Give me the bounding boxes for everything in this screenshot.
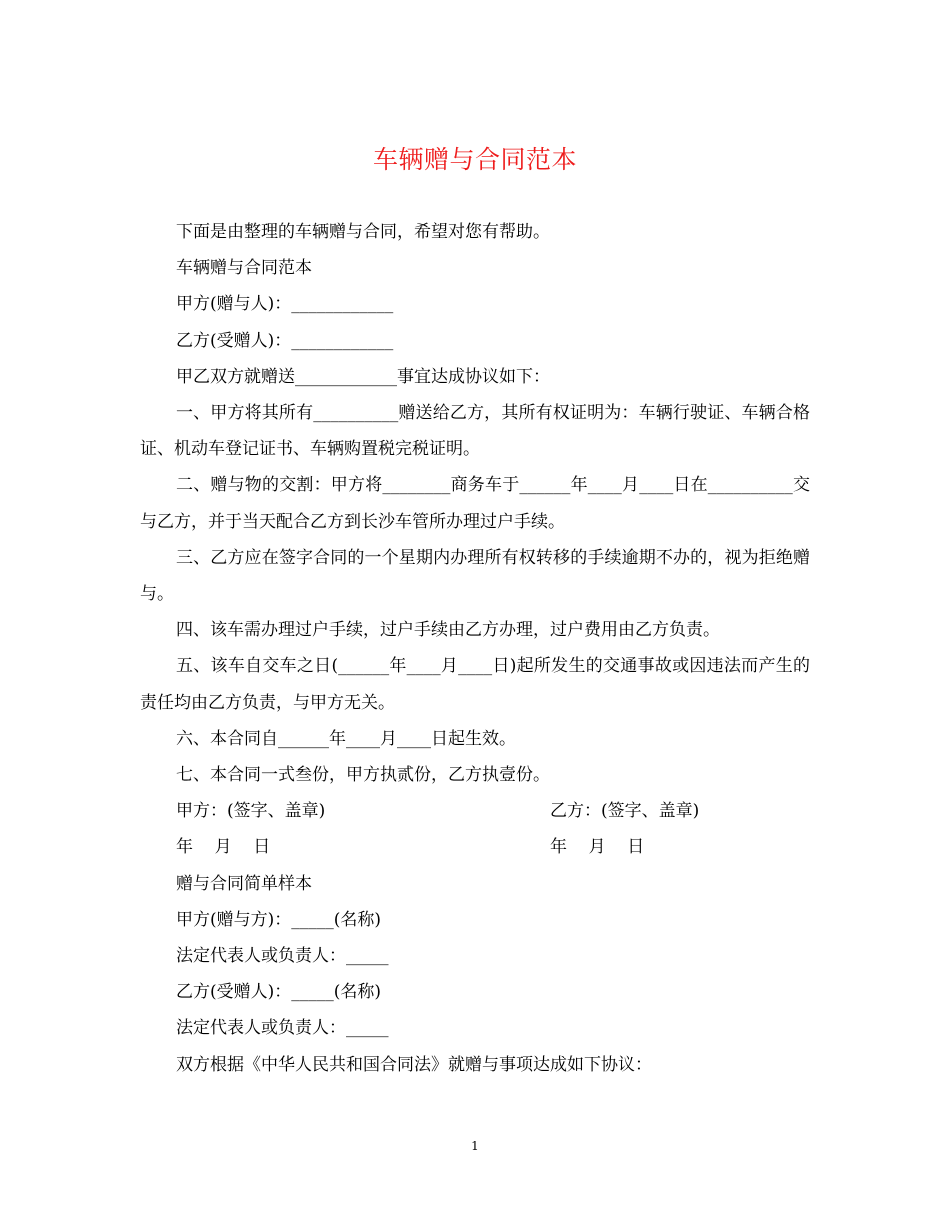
party-b-date: 年 月 日 <box>550 837 645 858</box>
party-a-date: 年 月 日 <box>176 837 271 858</box>
donor-line: 甲方(赠与方)：_____(名称) <box>176 909 382 930</box>
document-body <box>140 214 810 1083</box>
signature-row <box>140 793 810 829</box>
contract-heading: 车辆赠与合同范本 <box>176 258 312 279</box>
clause-1: 一、甲方将其所有__________赠送给乙方，其所有权证明为：车辆行驶证、车辆合格证、机动车登记证书、车辆购置税完税证明。 <box>140 403 810 460</box>
clause-7: 七、本合同一式叁份，甲方执贰份，乙方执壹份。 <box>176 765 550 786</box>
donor-representative-line: 法定代表人或负责人：_____ <box>176 946 389 967</box>
recipient-representative-line: 法定代表人或负责人：_____ <box>176 1018 389 1039</box>
party-b-line: 乙方(受赠人)：____________ <box>176 330 394 351</box>
agreement-basis-line: 双方根据《中华人民共和国合同法》就赠与事项达成如下协议： <box>176 1054 652 1075</box>
clause-4: 四、该车需办理过户手续，过户手续由乙方办理，过户费用由乙方负责。 <box>176 620 720 641</box>
clause-5: 五、该车自交车之日(______年____月____日)起所发生的交通事故或因违法而产生的责任均由乙方负责，与甲方无关。 <box>140 656 810 713</box>
recipient-line: 乙方(受赠人)：_____(名称) <box>176 982 382 1003</box>
party-a-line: 甲方(赠与人)：____________ <box>176 294 394 315</box>
party-b-signature: 乙方：(签字、盖章) <box>550 801 700 822</box>
sample-heading: 赠与合同简单样本 <box>176 873 312 894</box>
agreement-intro: 甲乙双方就赠送____________事宜达成协议如下： <box>176 366 550 387</box>
date-row <box>140 829 810 865</box>
clause-3: 三、乙方应在签字合同的一个星期内办理所有权转移的手续逾期不办的，视为拒绝赠与。 <box>140 547 810 605</box>
party-a-signature: 甲方：(签字、盖章) <box>176 801 326 822</box>
page-number: 1 <box>471 1139 479 1153</box>
intro-paragraph: 下面是由整理的车辆赠与合同，希望对您有帮助。 <box>176 222 550 242</box>
document-title: 车辆赠与合同范本 <box>372 145 577 174</box>
clause-2: 二、赠与物的交割：甲方将________商务车于______年____月____日在__________交与乙方，并于当天配合乙方到长沙车管所办理过户手续。 <box>140 475 810 532</box>
clause-6: 六、本合同自______年____月____日起生效。 <box>176 728 516 749</box>
